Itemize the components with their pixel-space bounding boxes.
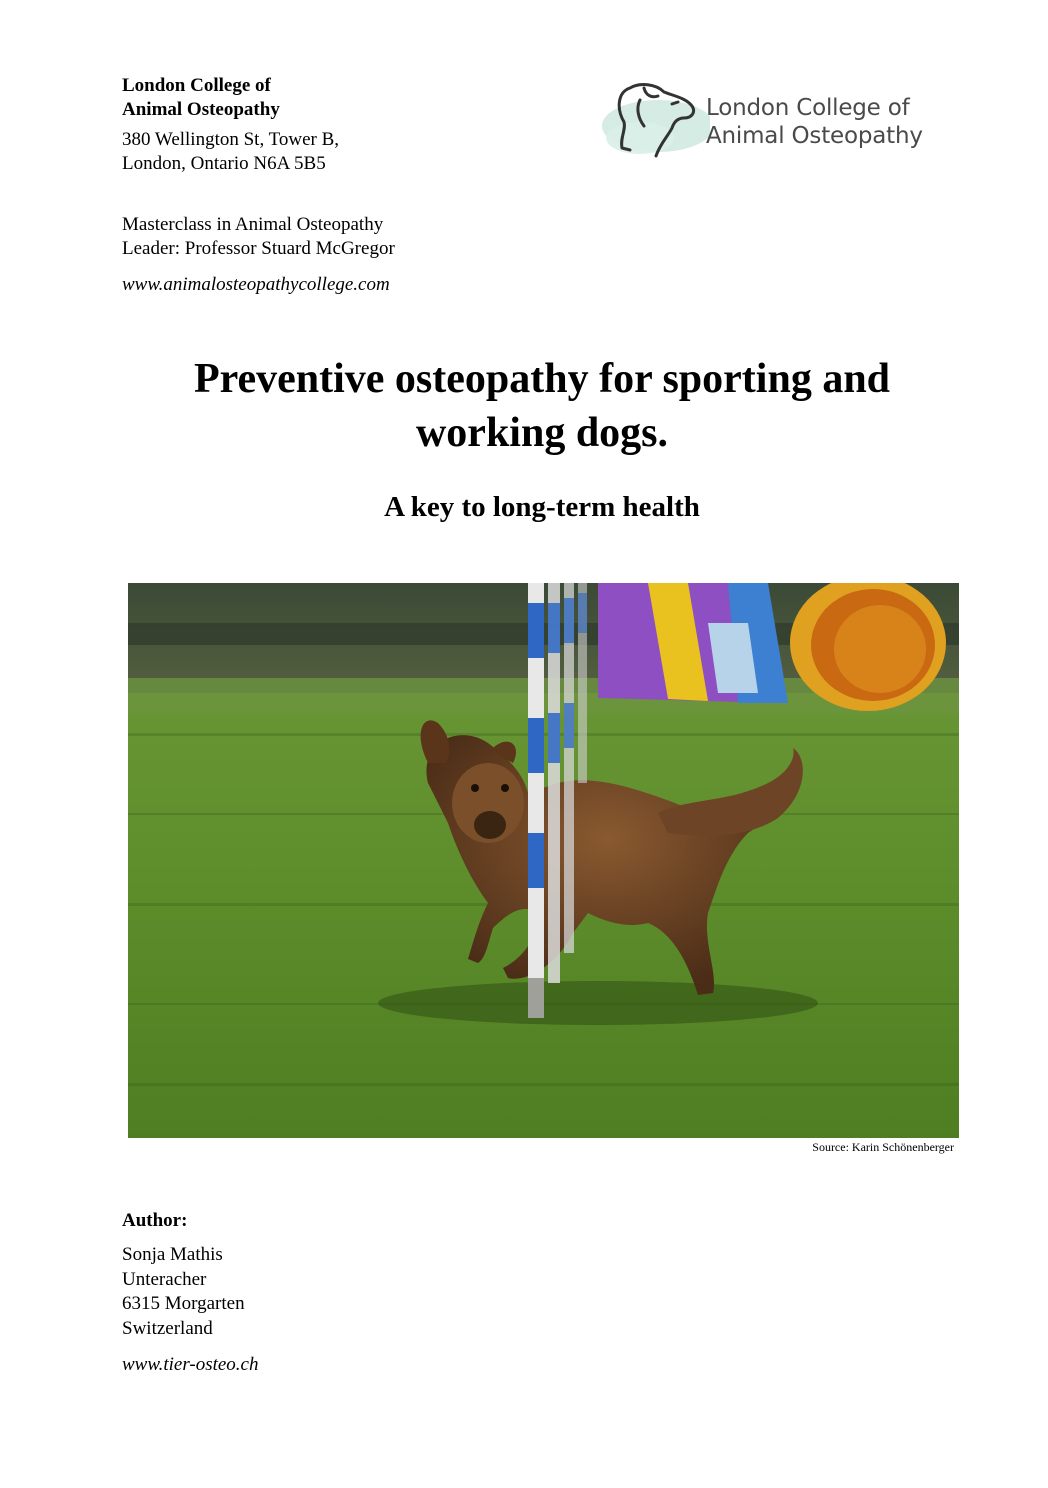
institution-website[interactable]: www.animalosteopathycollege.com	[122, 274, 390, 295]
logo-text-line1: London College of	[706, 95, 910, 121]
institution-name	[122, 74, 280, 122]
document-subtitle: A key to long-term health	[384, 491, 700, 523]
author-website[interactable]: www.tier-osteo.ch	[122, 1354, 259, 1375]
author-street: Unteracher	[122, 1268, 207, 1290]
institution-name-line1: London College of	[122, 75, 271, 96]
author-name: Sonja Mathis	[122, 1244, 223, 1265]
document-title	[100, 352, 984, 460]
cover-photo	[128, 583, 959, 1138]
college-logo	[600, 78, 940, 170]
author-city: 6315 Morgarten	[122, 1293, 245, 1314]
address-line1: 380 Wellington St, Tower B,	[122, 129, 340, 150]
dog-agility-photo	[128, 583, 959, 1138]
author-country: Switzerland	[122, 1317, 213, 1339]
institution-address	[122, 128, 339, 176]
title-line1: Preventive osteopathy for sporting and	[193, 356, 891, 402]
author-address	[122, 1243, 245, 1341]
title-line2: working dogs.	[415, 410, 669, 456]
course-info	[122, 213, 395, 261]
institution-name-line2: Animal Osteopathy	[122, 99, 280, 120]
author-label: Author:	[122, 1210, 188, 1231]
photo-credit: Source: Karin Schönenberger	[812, 1140, 954, 1154]
logo-text-line2: Animal Osteopathy	[706, 123, 923, 149]
address-line2: London, Ontario N6A 5B5	[122, 153, 326, 174]
course-name: Masterclass in Animal Osteopathy	[122, 214, 384, 235]
dog-head-outline-icon	[600, 78, 710, 170]
logo-text	[706, 94, 923, 150]
course-leader: Leader: Professor Stuard McGregor	[122, 238, 395, 259]
